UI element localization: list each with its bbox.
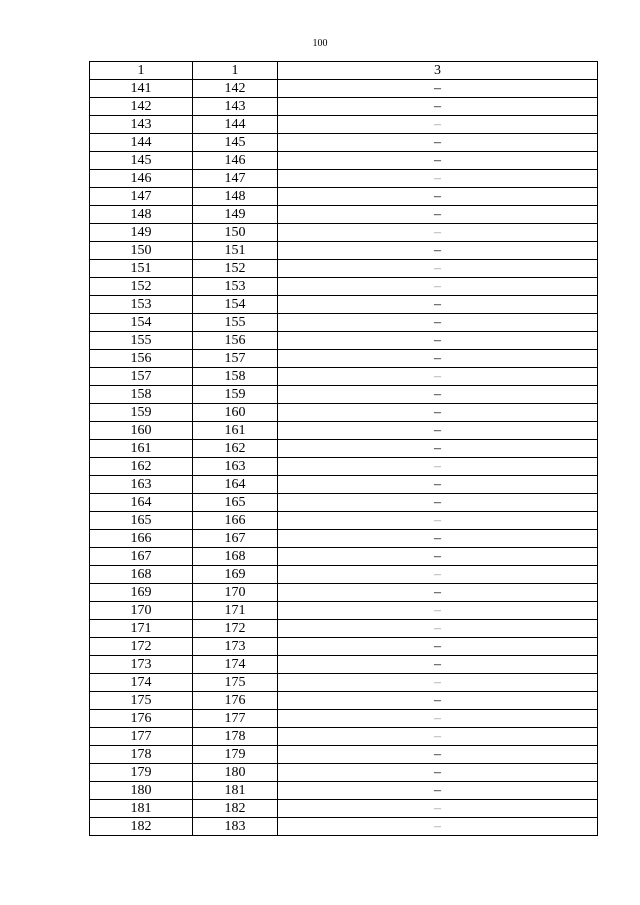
row-cell-to: 146 xyxy=(193,152,278,170)
table-row xyxy=(90,566,598,584)
row-cell-to: 151 xyxy=(193,242,278,260)
table-row xyxy=(90,350,598,368)
row-cell-from: 156 xyxy=(90,350,193,368)
row-cell-from: 169 xyxy=(90,584,193,602)
table-row xyxy=(90,620,598,638)
row-cell-from: 146 xyxy=(90,170,193,188)
row-cell-value: – xyxy=(278,800,598,818)
row-cell-to: 170 xyxy=(193,584,278,602)
table-row xyxy=(90,368,598,386)
row-cell-value: – xyxy=(278,710,598,728)
table-row xyxy=(90,116,598,134)
table-row xyxy=(90,170,598,188)
table-row xyxy=(90,458,598,476)
row-cell-to: 180 xyxy=(193,764,278,782)
table-row xyxy=(90,584,598,602)
row-cell-to: 182 xyxy=(193,800,278,818)
row-cell-from: 171 xyxy=(90,620,193,638)
table-row xyxy=(90,80,598,98)
row-cell-to: 162 xyxy=(193,440,278,458)
table-row xyxy=(90,656,598,674)
row-cell-from: 163 xyxy=(90,476,193,494)
row-cell-to: 153 xyxy=(193,278,278,296)
table-row xyxy=(90,386,598,404)
table-row xyxy=(90,728,598,746)
row-cell-to: 179 xyxy=(193,746,278,764)
table-row xyxy=(90,638,598,656)
column-header-3: 3 xyxy=(278,62,598,80)
row-cell-from: 165 xyxy=(90,512,193,530)
row-cell-from: 173 xyxy=(90,656,193,674)
table-row xyxy=(90,512,598,530)
table-row xyxy=(90,296,598,314)
row-cell-from: 161 xyxy=(90,440,193,458)
row-cell-value: – xyxy=(278,638,598,656)
row-cell-from: 145 xyxy=(90,152,193,170)
row-cell-to: 178 xyxy=(193,728,278,746)
row-cell-value: – xyxy=(278,764,598,782)
row-cell-value: – xyxy=(278,530,598,548)
table-row xyxy=(90,764,598,782)
row-cell-from: 176 xyxy=(90,710,193,728)
row-cell-to: 152 xyxy=(193,260,278,278)
table-row xyxy=(90,422,598,440)
row-cell-to: 142 xyxy=(193,80,278,98)
row-cell-from: 174 xyxy=(90,674,193,692)
table-header-row xyxy=(90,62,598,80)
row-cell-from: 167 xyxy=(90,548,193,566)
row-cell-value: – xyxy=(278,422,598,440)
row-cell-from: 172 xyxy=(90,638,193,656)
row-cell-to: 175 xyxy=(193,674,278,692)
row-cell-from: 142 xyxy=(90,98,193,116)
row-cell-from: 164 xyxy=(90,494,193,512)
row-cell-value: – xyxy=(278,584,598,602)
row-cell-to: 165 xyxy=(193,494,278,512)
row-cell-to: 157 xyxy=(193,350,278,368)
table-row xyxy=(90,206,598,224)
row-cell-to: 143 xyxy=(193,98,278,116)
row-cell-value: – xyxy=(278,548,598,566)
row-cell-to: 149 xyxy=(193,206,278,224)
table-row xyxy=(90,746,598,764)
row-cell-value: – xyxy=(278,170,598,188)
row-cell-value: – xyxy=(278,296,598,314)
table-row xyxy=(90,134,598,152)
row-cell-from: 157 xyxy=(90,368,193,386)
data-table xyxy=(89,61,598,836)
row-cell-to: 181 xyxy=(193,782,278,800)
row-cell-value: – xyxy=(278,566,598,584)
row-cell-value: – xyxy=(278,332,598,350)
table-row xyxy=(90,278,598,296)
row-cell-from: 162 xyxy=(90,458,193,476)
row-cell-to: 144 xyxy=(193,116,278,134)
row-cell-to: 147 xyxy=(193,170,278,188)
row-cell-value: – xyxy=(278,656,598,674)
row-cell-from: 153 xyxy=(90,296,193,314)
row-cell-value: – xyxy=(278,314,598,332)
table-row xyxy=(90,818,598,836)
row-cell-from: 159 xyxy=(90,404,193,422)
row-cell-to: 172 xyxy=(193,620,278,638)
row-cell-to: 168 xyxy=(193,548,278,566)
row-cell-to: 161 xyxy=(193,422,278,440)
table-row xyxy=(90,260,598,278)
row-cell-to: 177 xyxy=(193,710,278,728)
row-cell-value: – xyxy=(278,620,598,638)
row-cell-from: 178 xyxy=(90,746,193,764)
row-cell-to: 156 xyxy=(193,332,278,350)
row-cell-to: 183 xyxy=(193,818,278,836)
row-cell-from: 181 xyxy=(90,800,193,818)
row-cell-value: – xyxy=(278,674,598,692)
row-cell-from: 152 xyxy=(90,278,193,296)
row-cell-to: 163 xyxy=(193,458,278,476)
row-cell-from: 160 xyxy=(90,422,193,440)
row-cell-to: 169 xyxy=(193,566,278,584)
row-cell-to: 155 xyxy=(193,314,278,332)
table-row xyxy=(90,800,598,818)
row-cell-to: 176 xyxy=(193,692,278,710)
table-row xyxy=(90,332,598,350)
row-cell-from: 151 xyxy=(90,260,193,278)
row-cell-to: 154 xyxy=(193,296,278,314)
table-row xyxy=(90,98,598,116)
row-cell-value: – xyxy=(278,80,598,98)
row-cell-value: – xyxy=(278,440,598,458)
row-cell-from: 166 xyxy=(90,530,193,548)
table-body xyxy=(90,62,598,836)
row-cell-from: 143 xyxy=(90,116,193,134)
row-cell-value: – xyxy=(278,512,598,530)
row-cell-value: – xyxy=(278,602,598,620)
row-cell-from: 150 xyxy=(90,242,193,260)
row-cell-value: – xyxy=(278,728,598,746)
row-cell-from: 177 xyxy=(90,728,193,746)
row-cell-value: – xyxy=(278,188,598,206)
row-cell-value: – xyxy=(278,404,598,422)
row-cell-to: 164 xyxy=(193,476,278,494)
row-cell-from: 168 xyxy=(90,566,193,584)
row-cell-value: – xyxy=(278,692,598,710)
row-cell-to: 173 xyxy=(193,638,278,656)
column-header-2: 1 xyxy=(193,62,278,80)
table-row xyxy=(90,188,598,206)
row-cell-value: – xyxy=(278,746,598,764)
table-row xyxy=(90,224,598,242)
table-row xyxy=(90,692,598,710)
row-cell-to: 145 xyxy=(193,134,278,152)
row-cell-from: 158 xyxy=(90,386,193,404)
row-cell-from: 141 xyxy=(90,80,193,98)
row-cell-value: – xyxy=(278,350,598,368)
row-cell-value: – xyxy=(278,278,598,296)
row-cell-to: 148 xyxy=(193,188,278,206)
table-row xyxy=(90,440,598,458)
row-cell-value: – xyxy=(278,458,598,476)
table-row xyxy=(90,530,598,548)
row-cell-value: – xyxy=(278,206,598,224)
row-cell-from: 182 xyxy=(90,818,193,836)
row-cell-from: 170 xyxy=(90,602,193,620)
table-row xyxy=(90,782,598,800)
row-cell-to: 160 xyxy=(193,404,278,422)
row-cell-value: – xyxy=(278,242,598,260)
row-cell-value: – xyxy=(278,98,598,116)
row-cell-from: 180 xyxy=(90,782,193,800)
page-number: 100 xyxy=(312,38,328,49)
table-row xyxy=(90,404,598,422)
row-cell-value: – xyxy=(278,116,598,134)
row-cell-value: – xyxy=(278,368,598,386)
table-row xyxy=(90,152,598,170)
column-header-1: 1 xyxy=(90,62,193,80)
table-row xyxy=(90,494,598,512)
table-row xyxy=(90,476,598,494)
table-row xyxy=(90,674,598,692)
table-row xyxy=(90,548,598,566)
row-cell-to: 150 xyxy=(193,224,278,242)
row-cell-from: 144 xyxy=(90,134,193,152)
row-cell-value: – xyxy=(278,134,598,152)
row-cell-to: 158 xyxy=(193,368,278,386)
row-cell-from: 179 xyxy=(90,764,193,782)
row-cell-from: 175 xyxy=(90,692,193,710)
row-cell-to: 174 xyxy=(193,656,278,674)
table-row xyxy=(90,602,598,620)
table-row xyxy=(90,314,598,332)
row-cell-value: – xyxy=(278,494,598,512)
row-cell-to: 167 xyxy=(193,530,278,548)
row-cell-value: – xyxy=(278,782,598,800)
row-cell-value: – xyxy=(278,386,598,404)
row-cell-value: – xyxy=(278,224,598,242)
row-cell-to: 166 xyxy=(193,512,278,530)
row-cell-from: 155 xyxy=(90,332,193,350)
row-cell-value: – xyxy=(278,152,598,170)
row-cell-from: 148 xyxy=(90,206,193,224)
row-cell-from: 154 xyxy=(90,314,193,332)
row-cell-value: – xyxy=(278,476,598,494)
row-cell-value: – xyxy=(278,818,598,836)
row-cell-from: 147 xyxy=(90,188,193,206)
row-cell-from: 149 xyxy=(90,224,193,242)
table-row xyxy=(90,710,598,728)
row-cell-to: 171 xyxy=(193,602,278,620)
row-cell-to: 159 xyxy=(193,386,278,404)
row-cell-value: – xyxy=(278,260,598,278)
table-row xyxy=(90,242,598,260)
